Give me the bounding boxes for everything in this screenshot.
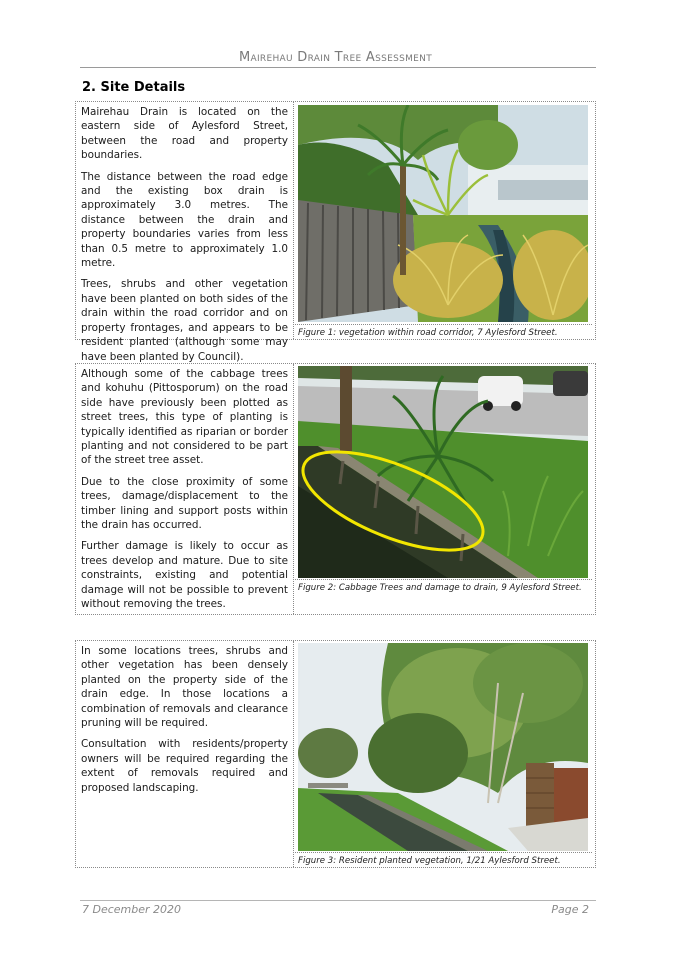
figure-2-caption: Figure 2: Cabbage Trees and damage to drain, 9 Aylesford Street.	[295, 579, 592, 615]
figure-1-photo	[298, 105, 588, 322]
paragraph: Consultation with residents/property owners will be required regarding the extent of removals required and proposed landscaping.	[81, 738, 288, 794]
figure-3-photo	[298, 643, 588, 851]
header-rule	[80, 67, 596, 68]
paragraph: Mairehau Drain is located on the eastern side of Aylesford Street, between the road and property boundaries.	[81, 106, 288, 162]
footer-rule	[80, 900, 596, 901]
block-text	[81, 105, 288, 371]
footer-page-number: Page 2	[551, 903, 589, 916]
paragraph: Further damage is likely to occur as trees develop and mature. Due to site constraints, existing and potential damage will not be possible to prevent without removing the trees.	[81, 540, 288, 611]
column-divider	[293, 102, 294, 339]
section-heading: 2. Site Details	[82, 80, 186, 95]
site-details-block-2	[75, 363, 596, 615]
paragraph: In some locations trees, shrubs and other vegetation has been densely planted on the property side of the drain edge. In those locations a combination of removals and clearance pruning will be required.	[81, 645, 288, 730]
block-text	[81, 644, 288, 802]
site-details-block-1	[75, 101, 596, 363]
column-divider	[293, 641, 294, 867]
block-text	[81, 367, 288, 619]
figure-1-caption: Figure 1: vegetation within road corridor, 7 Aylesford Street.	[295, 324, 592, 339]
site-details-block-3	[75, 640, 596, 868]
paragraph: Although some of the cabbage trees and kohuhu (Pittosporum) on the road side have previously been plotted as street trees, this type of planting is typically identified as riparian or border planting and not considered to be part of the street tree asset.	[81, 368, 288, 467]
document-header-title: Mairehau Drain Tree Assessment	[239, 50, 432, 65]
footer-date: 7 December 2020	[82, 903, 182, 916]
column-divider	[293, 364, 294, 614]
paragraph: The distance between the road edge and the existing box drain is approximately 3.0 metres. The distance between the drain and property boundaries varies from less than 0.5 metre to approximately 1.0 metre.	[81, 170, 288, 270]
paragraph: Trees, shrubs and other vegetation have been planted on both sides of the drain within the road corridor and on property frontages, and appears to be resident planted (although some may have been planted by Council).	[81, 278, 288, 363]
figure-3-caption: Figure 3: Resident planted vegetation, 1/21 Aylesford Street.	[295, 852, 592, 867]
paragraph: Due to the close proximity of some trees, damage/displacement to the timber lining and support posts within the drain has occurred.	[81, 475, 288, 532]
figure-2-photo	[298, 366, 588, 578]
